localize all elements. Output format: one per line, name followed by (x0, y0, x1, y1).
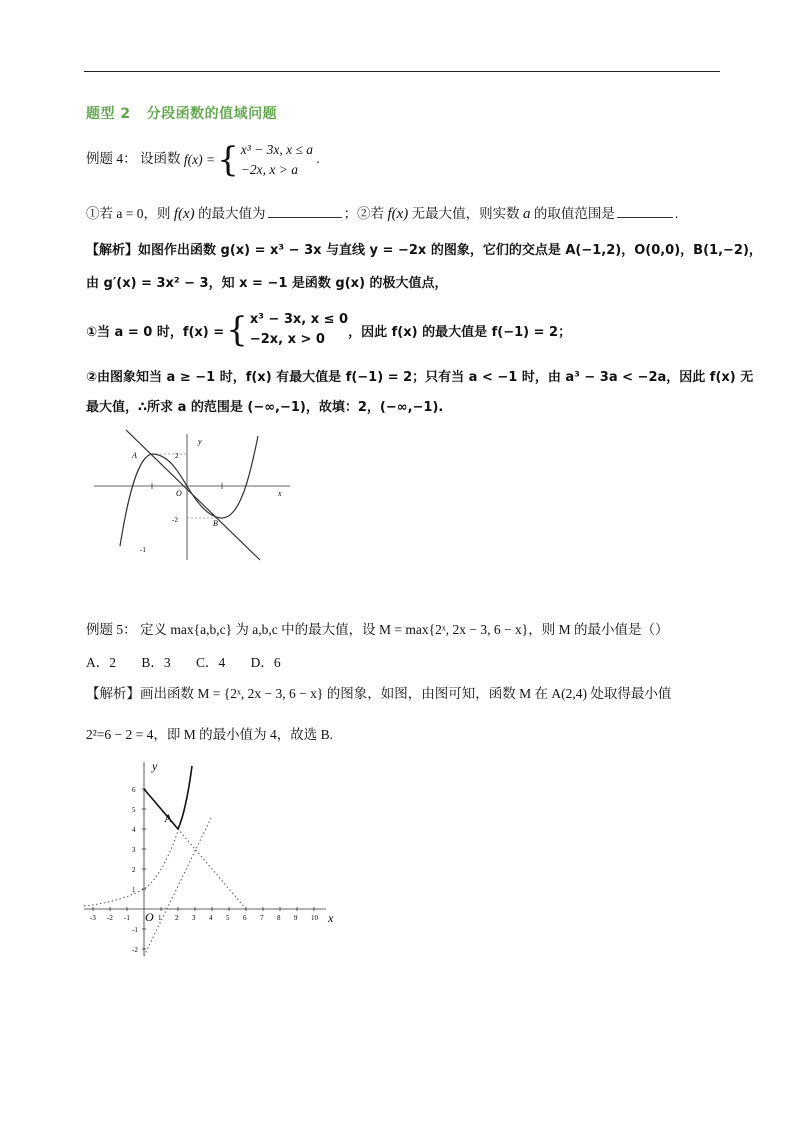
y-tick-label: 4 (132, 826, 136, 834)
q1-prefix: ①若 a = 0，则 (86, 206, 171, 221)
origin-label: O (176, 489, 182, 498)
left-brace: { (226, 310, 248, 350)
case-a0-1: x³ − 3x, x ≤ 0 (249, 312, 349, 327)
origin-label: O (145, 910, 154, 924)
solution4-line5: 最大值，∴所求 a 的范围是 (−∞,−1)，故填：2，(−∞,−1). (86, 400, 444, 415)
option-d: D．6 (250, 655, 281, 670)
cases (250, 310, 348, 350)
q2-prefix: ；②若 (343, 206, 385, 221)
top-rule (84, 71, 720, 72)
q2-end: . (674, 206, 679, 221)
point-B-label: B (213, 519, 218, 528)
graph2-y-label: y (152, 759, 158, 773)
case-a0-2: −2x, x > 0 (249, 332, 325, 347)
x-tick-label: -1 (124, 914, 130, 922)
x-tick-label: -2 (107, 914, 113, 922)
case-a0-suffix: ，因此 f(x) 的最大值是 f(−1) = 2； (348, 324, 572, 340)
graph1-x-label: x (278, 489, 282, 498)
solution4-line4: ②由图象知当 a ≥ −1 时，f(x) 有最大值是 f(−1) = 2；只有当 a < −1 时，由 a³ − 3a < −2a，因此 f(x) 无 (86, 370, 754, 385)
y-tick-label: 1 (132, 886, 136, 894)
axis-ticks (90, 786, 319, 954)
x-tick-label: 6 (243, 914, 247, 922)
y-tick-label: 2 (132, 866, 136, 874)
tick-2: 2 (175, 452, 179, 460)
solution4-line1: 【解析】如图作出函数 g(x) = x³ − 3x 与直线 y = −2x 的图象，它们的交点是 A(−1,2)，O(0,0)，B(1,−2)， (86, 243, 762, 258)
example4-statement (86, 140, 320, 180)
q2-text: 无最大值，则实数 (411, 206, 520, 221)
fx-label: f(x) = (183, 152, 216, 167)
x-tick-label: 10 (311, 914, 318, 922)
example5-options (86, 651, 281, 671)
x-tick-label: 7 (260, 914, 264, 922)
x-tick-label: 3 (192, 914, 196, 922)
left-brace: { (217, 140, 239, 180)
graph-max-function (80, 756, 350, 966)
heading-title: 分段函数的值域问题 (146, 106, 278, 122)
q2-text2: 的取值范围是 (533, 206, 615, 221)
x-tick-label: -3 (90, 914, 96, 922)
y-tick-label: 6 (132, 786, 136, 794)
x-tick-label: 1 (158, 914, 162, 922)
x-tick-label: 4 (209, 914, 213, 922)
example4-questions (86, 202, 678, 223)
x-tick-label: 5 (226, 914, 230, 922)
y-tick-label: 5 (132, 806, 136, 814)
answer-blank-1 (268, 205, 342, 218)
line-2x-minus-3-dotted (144, 816, 212, 956)
tick-neg2: -2 (172, 516, 178, 524)
solution5-line2: 2²=6 − 2 = 4，即 M 的最小值为 4，故选 B. (86, 727, 334, 742)
example4-intro: 设函数 (140, 151, 181, 167)
x-tick-label: 2 (175, 914, 179, 922)
solution5-line1: 【解析】画出函数 M = {2ˣ, 2x − 3, 6 − x} 的图象，如图，由图可知，函数 M 在 A(2,4) 处取得最小值 (86, 686, 672, 701)
y-tick-label: -1 (132, 926, 138, 934)
example4-label: 例题 4： (86, 151, 137, 167)
statement-end: . (316, 151, 320, 167)
case-1: x³ − 3x, x ≤ a (240, 142, 314, 157)
case-2: −2x, x > a (240, 162, 298, 177)
x-tick-label: 9 (294, 914, 298, 922)
graph-cubic-and-line (90, 426, 300, 566)
graph2-x-label: x (328, 911, 334, 925)
point-A-label: A (164, 811, 173, 825)
q1-fx: f(x) (173, 206, 195, 222)
case-a0-prefix: ①当 a = 0 时，f(x) = (86, 324, 225, 340)
section-heading (86, 103, 293, 123)
solution4-line2: 由 g′(x) = 3x² − 3，知 x = −1 是函数 g(x) 的极大值点， (86, 276, 448, 291)
q1-text: 的最大值为 (198, 206, 266, 221)
point-A-label: A (132, 451, 137, 460)
option-b: B．3 (141, 655, 171, 670)
curve-2x-dotted (84, 831, 178, 906)
example5-statement: 例题 5： 定义 max{a,b,c} 为 a,b,c 中的最大值，设 M = max{2ˣ, 2x − 3, 6 − x}，则 M 的最小值是（） (86, 622, 669, 637)
y-tick-label: 3 (132, 846, 136, 854)
option-c: C．4 (196, 655, 226, 670)
option-a: A．2 (86, 655, 116, 670)
answer-blank-2 (617, 205, 673, 218)
piecewise-definition (184, 140, 313, 180)
q2-fx: f(x) (387, 206, 409, 222)
tick-neg1: -1 (140, 546, 146, 554)
solution4-line3 (86, 310, 571, 350)
graph1-y-label: y (198, 437, 202, 446)
line-y-neg2x (126, 430, 260, 560)
cases (241, 140, 313, 180)
heading-number: 题型 2 (86, 106, 131, 122)
y-tick-label: -2 (132, 946, 138, 954)
q2-a: a (523, 206, 531, 222)
x-tick-label: 8 (277, 914, 281, 922)
